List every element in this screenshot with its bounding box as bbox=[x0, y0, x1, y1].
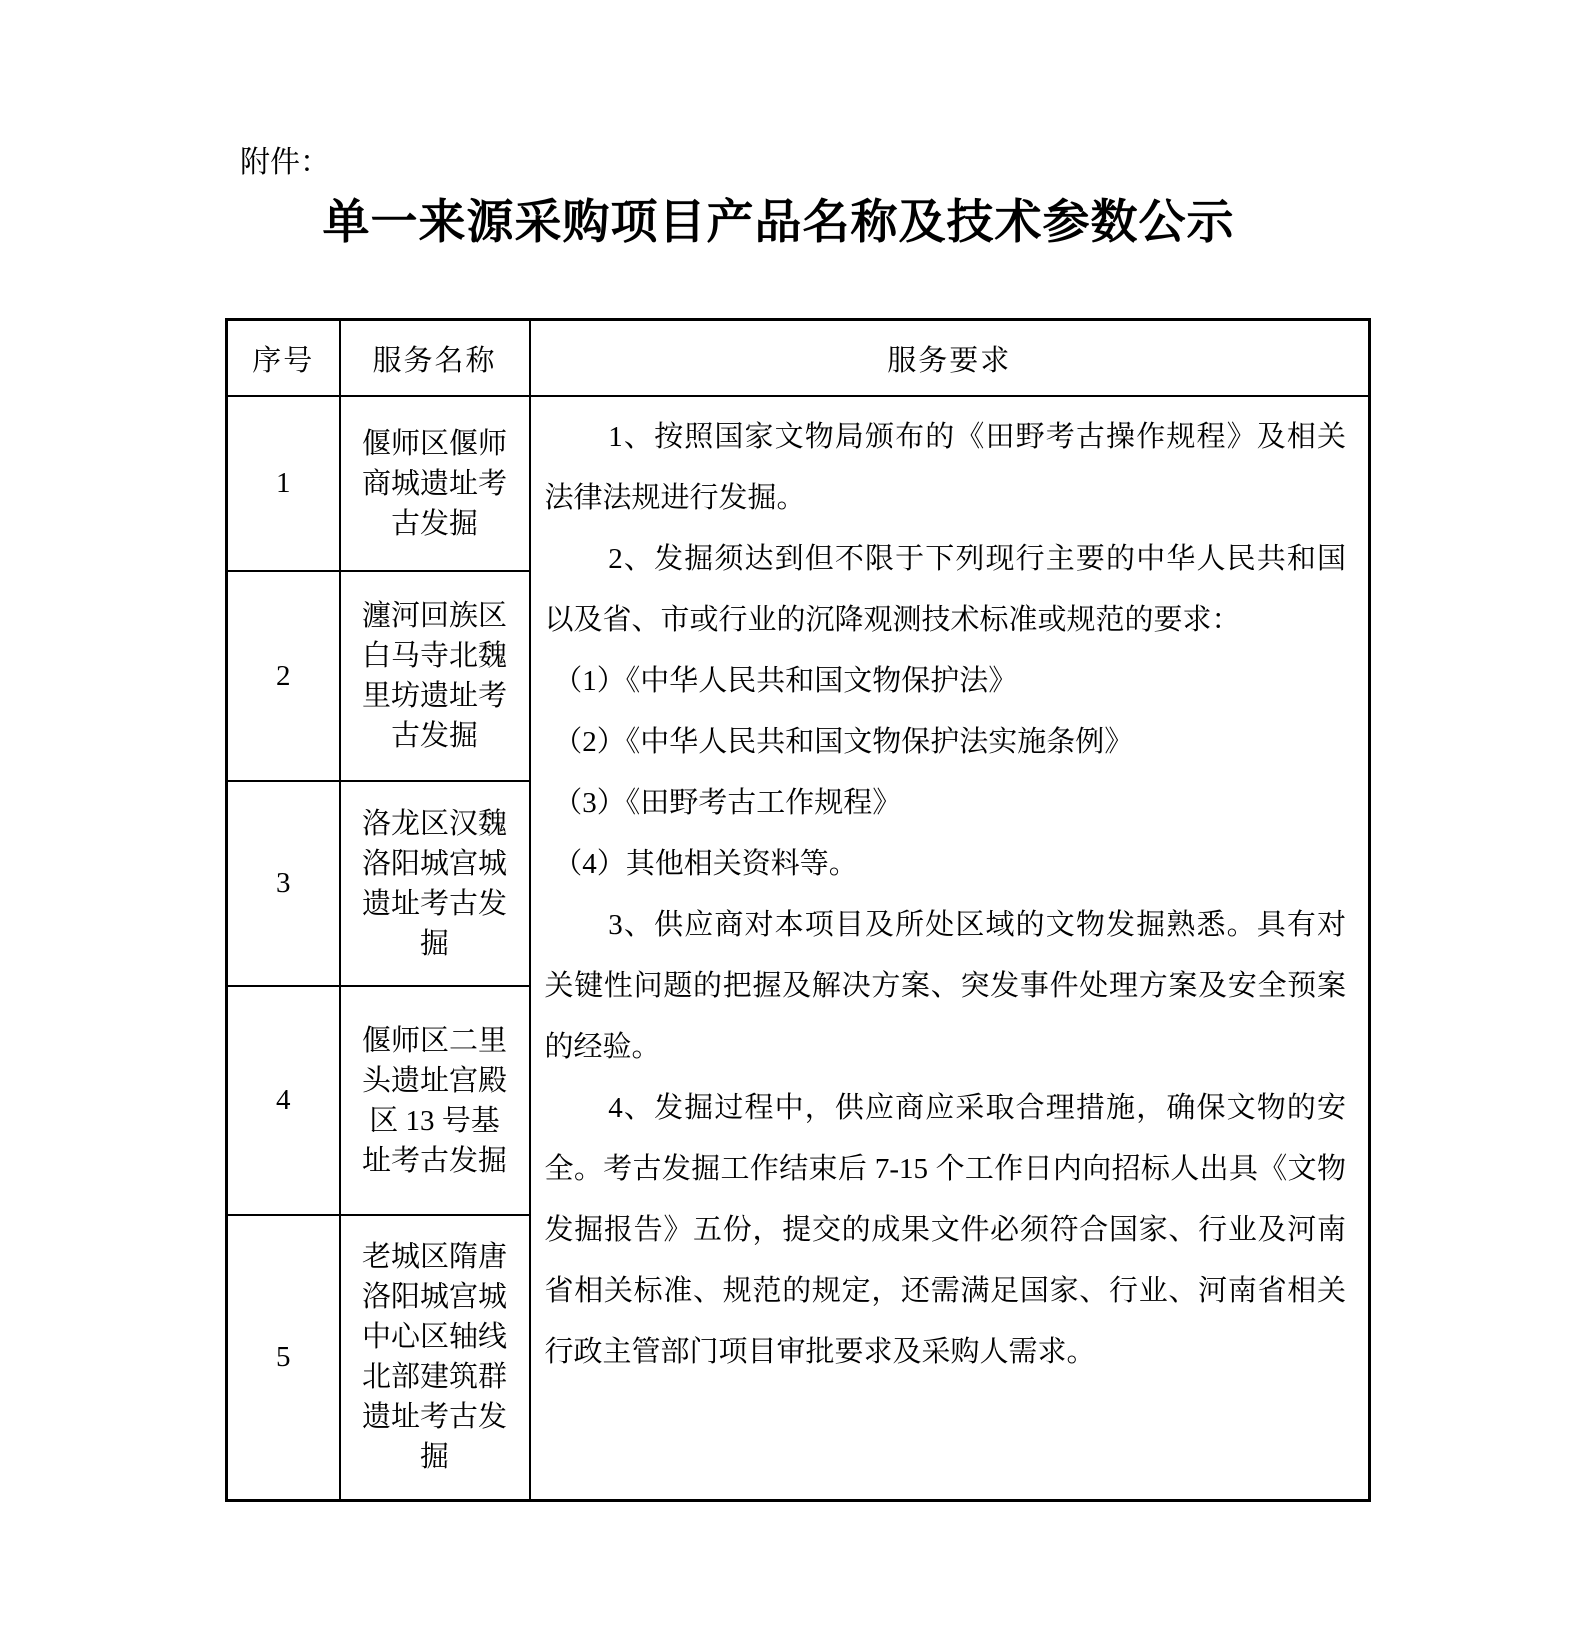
row-1-service-name: 偃师区偃师商城遗址考古发掘 bbox=[340, 396, 530, 571]
service-requirements-cell bbox=[530, 396, 1370, 1500]
requirement-list-item: （3）《田野考古工作规程》 bbox=[553, 787, 902, 820]
requirement-paragraph: 4、发掘过程中，供应商应采取合理措施，确保文物的安全。考古发掘工作结束后 7-15 个工作日内向招标人出具《文物发掘报告》五份，提交的成果文件必须符合国家、行业及河南省相关标准、规范的规定，还需满足国家、行业、河南省相关行政主管部门项目审批要求及采购人需求。 bbox=[544, 1092, 1346, 1369]
requirement-list-item: （2）《中华人民共和国文物保护法实施条例》 bbox=[553, 726, 1134, 759]
row-2-service-name: 瀍河回族区白马寺北魏里坊遗址考古发掘 bbox=[340, 571, 530, 781]
requirement-paragraph: 3、供应商对本项目及所处区域的文物发掘熟悉。具有对关键性问题的把握及解决方案、突发事件处理方案及安全预案的经验。 bbox=[544, 909, 1346, 1064]
row-2-number: 2 bbox=[227, 571, 340, 781]
requirement-paragraph: 2、发掘须达到但不限于下列现行主要的中华人民共和国以及省、市或行业的沉降观测技术标准或规范的要求： bbox=[544, 543, 1346, 637]
services-table bbox=[225, 318, 1371, 1502]
row-4-service-name: 偃师区二里头遗址宫殿区 13 号基址考古发掘 bbox=[340, 986, 530, 1215]
requirement-list-item: （4）其他相关资料等。 bbox=[553, 848, 858, 881]
row-5-number: 5 bbox=[227, 1215, 340, 1500]
table-row bbox=[227, 396, 1370, 571]
row-4-number: 4 bbox=[227, 986, 340, 1215]
attachment-label: 附件： bbox=[240, 146, 330, 179]
row-1-number: 1 bbox=[227, 396, 340, 571]
row-5-service-name: 老城区隋唐洛阳城宫城中心区轴线北部建筑群遗址考古发掘 bbox=[340, 1215, 530, 1500]
row-3-number: 3 bbox=[227, 781, 340, 986]
header-no: 序号 bbox=[227, 320, 340, 397]
header-service-name: 服务名称 bbox=[340, 320, 530, 397]
requirement-paragraph: 1、按照国家文物局颁布的《田野考古操作规程》及相关法律法规进行发掘。 bbox=[544, 421, 1346, 515]
requirement-list-item: （1）《中华人民共和国文物保护法》 bbox=[553, 665, 1018, 698]
document-title: 单一来源采购项目产品名称及技术参数公示 bbox=[322, 197, 1235, 249]
header-service-requirements: 服务要求 bbox=[530, 320, 1370, 397]
table-header-row bbox=[227, 320, 1370, 397]
row-3-service-name: 洛龙区汉魏洛阳城宫城遗址考古发掘 bbox=[340, 781, 530, 986]
